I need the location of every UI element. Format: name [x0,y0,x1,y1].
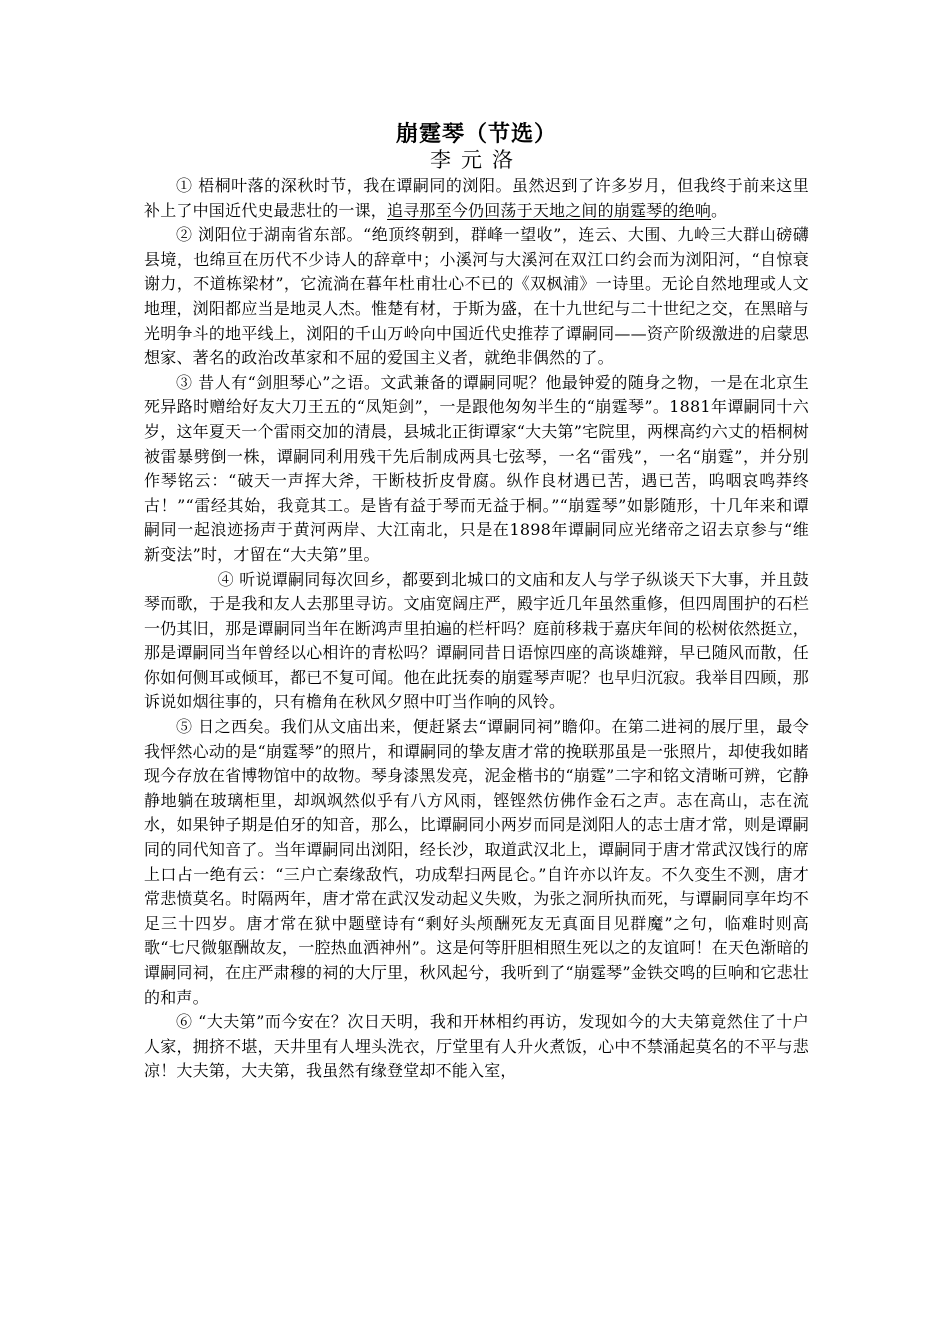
underlined-sentence: 追寻那至今仍回荡于天地之间的崩霆琴的绝响 [387,200,712,220]
paragraph-2: ② 浏阳位于湖南省东部。“绝顶终朝到，群峰一望收”，连云、大围、九岭三大群山磅礴县境，也绵亘在历代不少诗人的辞章中；小溪河与大溪河在双江口约会而为浏阳河，“自惊衰谢力，不道栋梁材”，它流淌在暮年杜甫壮心不已的《双枫浦》一诗里。无论自然地理或人文地理，浏阳都应当是地灵人杰。惟楚有材，于斯为盛，在十九世纪与二十世纪之交，在黑暗与光明争斗的地平线上，浏阳的千山万岭向中国近代史推荐了谭嗣同——资产阶级激进的启蒙思想家、著名的政治改革家和不屈的爱国主义者，就绝非偶然的了。 [144,225,809,368]
paragraph-3: ③ 昔人有“剑胆琴心”之语。文武兼备的谭嗣同呢？他最钟爱的随身之物，一是在北京生死异路时赠给好友大刀王五的“凤矩剑”，一是跟他匆匆半生的“崩霆琴”。1881年谭嗣同十六岁，这年夏天一个雷雨交加的清晨，县城北正街谭家“大夫第”宅院里，两棵高约六丈的梧桐树被雷暴劈倒一株，谭嗣同利用残干先后制成两具七弦琴，一名“雷残”，一名“崩霆”，并分别作琴铭云：“破天一声挥大斧，干断枝折皮骨腐。纵作良材遇已苦，遇已苦，呜咽哀鸣莽终古！”“雷经其始，我竟其工。是皆有益于琴而无益于桐。”“崩霆琴”如影随形，十几年来和谭嗣同一起浪迹扬声于黄河两岸、大江南北，只是在1898年谭嗣同应光绪帝之诏去京参与“维新变法”时，才留在“大夫第”里。 [144,372,809,564]
article-title: 崩霆琴（节选） [395,121,557,147]
paragraph-1-text: ① 梧桐叶落的深秋时节，我在谭嗣同的浏阳。虽然迟到了许多岁月，但我终于前来这里补上了中国近代史最悲壮的一课， [144,176,809,220]
paragraph-4: ④ 听说谭嗣同每次回乡，都要到北城口的文庙和友人与学子纵谈天下大事，并且鼓琴而歌，于是我和友人去那里寻访。文庙宽阔庄严，殿宇近几年虽然重修，但四周围护的石栏一仍其旧，那是谭嗣同当年在断鸿声里拍遍的栏杆吗？庭前移栽于嘉庆年间的松树依然挺立，那是谭嗣同当年曾经以心相许的青松吗？谭嗣同昔日语惊四座的高谈雄辩，早已随风而散，任你如何侧耳或倾耳，都已不复可闻。他在此抚奏的崩霆琴声呢？也早归沉寂。我举目四顾，那诉说如烟往事的，只有檐角在秋风夕照中叮当作响的风铃。 [144,569,809,712]
author-name: 李元洛 [430,148,523,172]
paragraph-5: ⑤ 日之西矣。我们从文庙出来，便赶紧去“谭嗣同祠”瞻仰。在第二进祠的展厅里，最令我怦然心动的是“崩霆琴”的照片，和谭嗣同的挚友唐才常的挽联那虽是一张照片，却使我如睹现今存放在省博物馆中的故物。琴身漆黑发亮，泥金楷书的“崩霆”二字和铭文清晰可辨，它静静地躺在玻璃柜里，却飒飒然似乎有八方风雨，铿铿然仿佛作金石之声。志在高山，志在流水，如果钟子期是伯牙的知音，那么，比谭嗣同小两岁而同是浏阳人的志士唐才常，则是谭嗣同的同代知音了。当年谭嗣同出浏阳，经长沙，取道武汉北上，谭嗣同于唐才常武汉饯行的席上口占一绝有云：“三户亡秦缘敌忾，功成犁扫两昆仑。”自许亦以许友。不久变生不测，唐才常悲愤莫名。时隔两年，唐才常在武汉发动起义失败，为张之洞所执而死，与谭嗣同享年均不足三十四岁。唐才常在狱中题壁诗有“剩好头颅酬死友无真面目见群魔”之句，临难时则高歌“七尺微躯酬故友，一腔热血洒神州”。这是何等肝胆相照生死以之的友谊呵！在天色渐暗的谭嗣同祠，在庄严肃穆的祠的大厅里，秋风起兮，我听到了“崩霆琴”金铁交鸣的巨响和它悲壮的和声。 [144,717,809,1007]
paragraph-1 [144,174,809,223]
paragraph-6: ⑥ “大夫第”而今安在？次日天明，我和开林相约再访，发现如今的大夫第竟然住了十户人家，拥挤不堪，天井里有人埋头洗衣，厅堂里有人升火煮饭，心中不禁涌起莫名的不平与悲凉！大夫第，大夫第，我虽然有缘登堂却不能入室， [144,1012,809,1081]
document-page [144,120,809,1084]
paragraph-1-tail: 。 [711,200,728,220]
